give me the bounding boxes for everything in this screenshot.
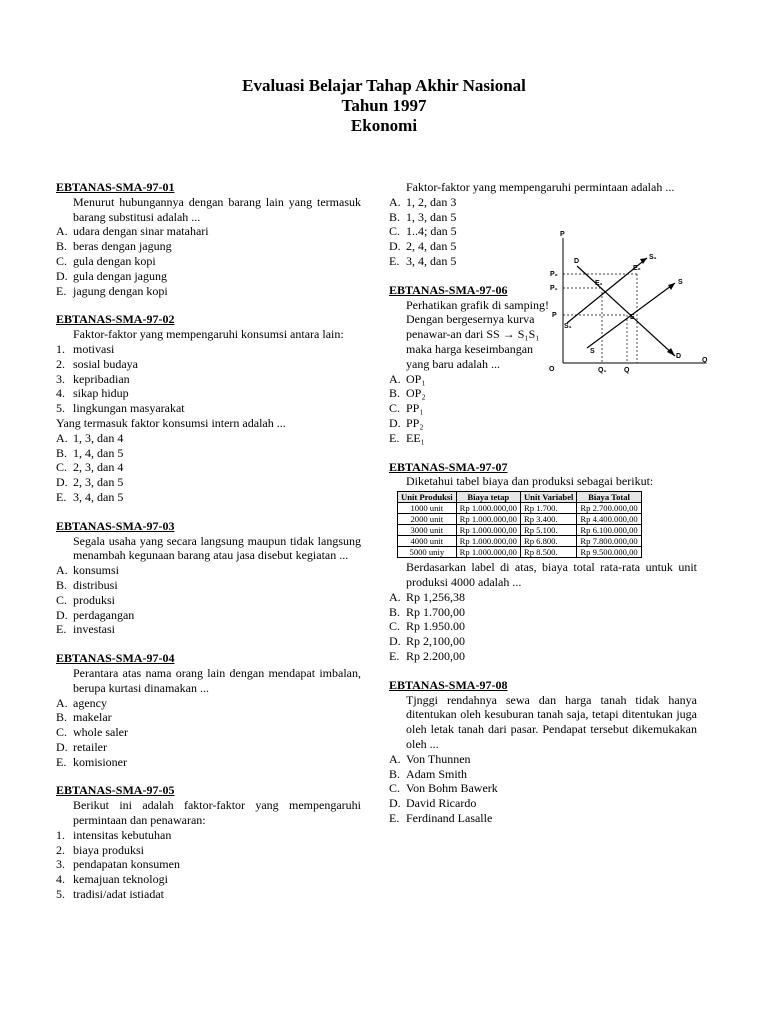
item-text: sosial budaya xyxy=(73,356,138,371)
label-origin: O xyxy=(549,365,555,373)
label-q: Q xyxy=(624,366,630,374)
answer-option xyxy=(56,224,361,239)
option-text: beras dengan jagung xyxy=(73,239,172,254)
question-prompt: Yang termasuk faktor konsumsi intern adalah ... xyxy=(56,415,286,430)
table-header-row xyxy=(398,492,642,503)
option-text: Rp 1,256,38 xyxy=(406,589,466,604)
item-number: 4. xyxy=(56,386,65,401)
option-letter: D. xyxy=(389,796,401,811)
option-letter: D. xyxy=(56,475,68,490)
table-cell: Rp 1.700. xyxy=(520,503,576,514)
option-letter: C. xyxy=(389,781,401,796)
option-letter: E. xyxy=(389,648,400,663)
option-text: perdagangan xyxy=(73,607,135,622)
table-cell: Rp 8.500. xyxy=(520,547,576,558)
left-column xyxy=(56,180,361,916)
question-07 xyxy=(389,460,697,664)
option-letter: D. xyxy=(389,239,401,254)
table-cell: Rp 6.100.000,00 xyxy=(577,525,641,536)
label-p1: P₁ xyxy=(550,284,558,292)
item-number: 5. xyxy=(56,401,65,416)
table-cell: Rp 7.800.000,00 xyxy=(577,536,641,547)
item-number: 3. xyxy=(56,857,65,872)
option-text: Von Thunnen xyxy=(406,751,471,766)
question-title: EBTANAS-SMA-97-05 xyxy=(56,783,175,798)
question-stem: Berikut ini adalah faktor-faktor yang mempengaruhi permintaan dan penawaran: xyxy=(73,798,361,828)
answer-option xyxy=(56,578,361,593)
option-letter: D. xyxy=(56,607,68,622)
option-letter: A. xyxy=(389,371,401,386)
table-cell: Rp 1.000.000,00 xyxy=(456,525,520,536)
title-line-1: Evaluasi Belajar Tahap Akhir Nasional xyxy=(242,76,526,95)
item-text: sikap hidup xyxy=(73,386,129,401)
table-cell: Rp 2.700.000,00 xyxy=(577,503,641,514)
label-q1: Q₁ xyxy=(598,366,607,374)
list-item xyxy=(56,372,361,387)
answer-option xyxy=(56,563,361,578)
option-text: jagung dengan kopi xyxy=(73,283,168,298)
answer-option xyxy=(56,269,361,284)
item-text: kemajuan teknologi xyxy=(73,872,168,887)
table-row xyxy=(398,525,642,536)
option-letter: E. xyxy=(389,810,400,825)
option-text: 1, 4, dan 5 xyxy=(73,445,124,460)
option-text: gula dengan jagung xyxy=(73,268,167,283)
option-text: 2, 3, dan 5 xyxy=(73,475,124,490)
answer-option xyxy=(56,608,361,623)
title-line-2: Tahun 1997 xyxy=(341,96,427,115)
label-s-top: S xyxy=(678,278,683,286)
table-cell: Rp 4.400.000,00 xyxy=(577,514,641,525)
question-title: EBTANAS-SMA-97-06 xyxy=(389,282,508,297)
option-text: 1, 2, dan 3 xyxy=(406,194,457,209)
item-text: motivasi xyxy=(73,341,115,356)
label-e2: E₂ xyxy=(633,264,641,272)
question-02 xyxy=(56,312,361,504)
option-letter: D. xyxy=(389,634,401,649)
item-number: 4. xyxy=(56,872,65,887)
option-letter: C. xyxy=(389,619,401,634)
answer-option xyxy=(56,254,361,269)
option-letter: D. xyxy=(56,739,68,754)
question-prompt: Faktor-faktor yang mempengaruhi permintaan adalah ... xyxy=(406,180,675,194)
option-letter: B. xyxy=(56,577,68,592)
question-03 xyxy=(56,519,361,637)
list-item xyxy=(56,887,361,902)
answer-option xyxy=(389,781,697,796)
table-cell: Rp 9.500.000,00 xyxy=(577,547,641,558)
list-item xyxy=(56,872,361,887)
answer-option xyxy=(389,210,697,225)
table-cell: Rp 1.000.000,00 xyxy=(456,547,520,558)
option-letter: C. xyxy=(389,401,401,416)
document-title xyxy=(0,76,768,136)
label-e: E xyxy=(630,313,635,321)
label-s-bottom: S xyxy=(590,347,595,355)
table-cell: 3000 unit xyxy=(398,525,457,536)
option-text: 1, 3, dan 5 xyxy=(406,209,457,224)
title-line-3: Ekonomi xyxy=(350,116,418,135)
option-letter: A. xyxy=(56,695,68,710)
option-text: OP₂ xyxy=(406,386,426,401)
option-text: OP₁ xyxy=(406,371,426,386)
option-letter: A. xyxy=(389,194,401,209)
table-cell: Rp 1.000.000,00 xyxy=(456,503,520,514)
table-cell: 4000 unit xyxy=(398,536,457,547)
answer-option xyxy=(56,475,361,490)
answer-option xyxy=(56,431,361,446)
option-text: 3, 4, dan 5 xyxy=(406,253,457,268)
option-text: Rp 1.950.00 xyxy=(406,619,466,634)
option-letter: B. xyxy=(56,239,68,254)
option-text: produksi xyxy=(73,592,115,607)
item-number: 1. xyxy=(56,827,65,842)
option-letter: A. xyxy=(56,563,68,578)
table-header: Biaya tetap xyxy=(456,492,520,503)
list-item xyxy=(56,828,361,843)
option-text: gula dengan kopi xyxy=(73,253,156,268)
question-title: EBTANAS-SMA-97-04 xyxy=(56,651,175,666)
item-text: biaya produksi xyxy=(73,842,144,857)
option-text: investasi xyxy=(73,622,115,637)
right-column xyxy=(389,180,708,840)
list-item xyxy=(56,843,361,858)
table-cell: Rp 1.000.000,00 xyxy=(456,514,520,525)
answer-option xyxy=(56,284,361,299)
label-d-bottom: D xyxy=(676,352,682,360)
question-stem: Perantara atas nama orang lain dengan mendapat imbalan, berupa kurtasi dinamakan ... xyxy=(73,665,361,695)
answer-option xyxy=(56,710,361,725)
table-row xyxy=(398,536,642,547)
question-stem xyxy=(389,298,556,372)
item-number: 3. xyxy=(56,371,65,386)
table-header: Biaya Total xyxy=(577,492,641,503)
option-letter: C. xyxy=(56,592,68,607)
question-stem: Diketahui tabel biaya dan produksi sebagai berikut: xyxy=(406,474,654,489)
label-s1-bottom: S₁ xyxy=(564,322,572,330)
option-text: makelar xyxy=(73,710,112,725)
answer-option xyxy=(389,752,697,767)
option-letter: E. xyxy=(56,754,67,769)
option-text: 2, 3, dan 4 xyxy=(73,460,124,475)
option-letter: A. xyxy=(389,589,401,604)
item-text: intensitas kebutuhan xyxy=(73,827,172,842)
option-text: 2, 4, dan 5 xyxy=(406,239,457,254)
stem-line: Dengan bergesernya kurva penawar-an dari SS → S₁S₁ maka harga keseimbangan yang baru adalah ... xyxy=(406,312,540,371)
table-header: Unit Produksi xyxy=(398,492,457,503)
list-item xyxy=(56,386,361,401)
option-text: komisioner xyxy=(73,754,127,769)
answer-option xyxy=(56,696,361,711)
option-text: 1, 3, dan 4 xyxy=(73,430,124,445)
table-header: Unit Variabel xyxy=(520,492,576,503)
option-letter: B. xyxy=(56,445,68,460)
question-05 xyxy=(56,783,361,901)
label-s1-top: S₁ xyxy=(649,253,657,261)
label-d-top: D xyxy=(574,257,580,265)
table-row xyxy=(398,547,642,558)
list-item xyxy=(56,401,361,416)
option-letter: C. xyxy=(389,224,401,239)
table-cell: Rp 5.100. xyxy=(520,525,576,536)
option-letter: B. xyxy=(389,766,401,781)
answer-option xyxy=(389,416,697,431)
option-letter: D. xyxy=(389,415,401,430)
option-text: Von Bohm Bawerk xyxy=(406,781,498,796)
option-text: Rp 2.200,00 xyxy=(406,648,466,663)
list-item xyxy=(56,357,361,372)
option-text: David Ricardo xyxy=(406,796,477,811)
question-title: EBTANAS-SMA-97-03 xyxy=(56,518,175,533)
item-number: 5. xyxy=(56,887,65,902)
answer-option xyxy=(389,590,697,605)
answer-option xyxy=(389,811,697,826)
question-stem: Tjnggi rendahnya sewa dan harga tanah tidak hanya ditentukan oleh kesuburan tanah saja, tetapi ditentukan juga oleh letak tanah dari pasar. Pendapat tersebut dikemukakan oleh ... xyxy=(406,692,697,751)
option-letter: E. xyxy=(389,253,400,268)
option-text: EE₁ xyxy=(406,430,425,445)
answer-option xyxy=(56,725,361,740)
option-text: PP₁ xyxy=(406,401,424,416)
option-text: Adam Smith xyxy=(406,766,468,781)
option-text: agency xyxy=(73,695,107,710)
answer-option xyxy=(389,401,697,416)
answer-option xyxy=(389,619,697,634)
label-q-axis: Q xyxy=(702,356,708,364)
option-letter: D. xyxy=(56,268,68,283)
option-letter: C. xyxy=(56,460,68,475)
option-letter: E. xyxy=(389,430,400,445)
answer-option xyxy=(389,431,697,446)
question-04 xyxy=(56,651,361,769)
question-title: EBTANAS-SMA-97-01 xyxy=(56,180,175,194)
table-cell: 1000 unit xyxy=(398,503,457,514)
supply-arrowhead xyxy=(668,283,675,290)
answer-option xyxy=(56,622,361,637)
option-letter: B. xyxy=(56,710,68,725)
option-letter: E. xyxy=(56,489,67,504)
option-text: retailer xyxy=(73,739,107,754)
answer-option xyxy=(389,634,697,649)
table-cell: 5000 uniy xyxy=(398,547,457,558)
option-text: Rp 1.700,00 xyxy=(406,604,466,619)
option-text: Rp 2,100,00 xyxy=(406,634,466,649)
label-p-axis: P xyxy=(560,230,565,238)
question-title: EBTANAS-SMA-97-07 xyxy=(389,459,508,474)
answer-option xyxy=(56,740,361,755)
option-letter: B. xyxy=(389,604,401,619)
option-letter: C. xyxy=(56,725,68,740)
list-item xyxy=(56,857,361,872)
answer-option xyxy=(56,239,361,254)
answer-option xyxy=(56,755,361,770)
table-row xyxy=(398,514,642,525)
question-stem: Segala usaha yang secara langsung maupun tidak langsung menambah kegunaan barang atau jasa disebut kegiatan ... xyxy=(73,533,361,563)
option-letter: A. xyxy=(56,224,68,239)
answer-option xyxy=(56,460,361,475)
list-item xyxy=(56,342,361,357)
question-stem: Menurut hubungannya dengan barang lain yang termasuk barang substitusi adalah ... xyxy=(73,194,361,224)
cost-table xyxy=(397,491,642,558)
option-letter: C. xyxy=(56,253,68,268)
question-title: EBTANAS-SMA-97-02 xyxy=(56,312,175,327)
answer-option xyxy=(389,605,697,620)
answer-option xyxy=(389,649,697,664)
option-text: 1..4; dan 5 xyxy=(406,224,457,239)
answer-option xyxy=(389,386,697,401)
label-p2: P₂ xyxy=(550,270,558,278)
table-cell: Rp 6.800. xyxy=(520,536,576,547)
table-cell: Rp 3.400. xyxy=(520,514,576,525)
question-prompt: Berdasarkan label di atas, biaya total rata-rata untuk unit produksi 4000 adalah ... xyxy=(406,560,697,589)
option-text: Ferdinand Lasalle xyxy=(406,810,493,825)
option-text: konsumsi xyxy=(73,563,120,578)
answer-option xyxy=(389,767,697,782)
option-letter: A. xyxy=(56,430,68,445)
table-row xyxy=(398,503,642,514)
label-e1: E₁ xyxy=(595,279,603,287)
item-text: kepribadian xyxy=(73,371,130,386)
option-letter: A. xyxy=(389,751,401,766)
option-text: udara dengan sinar matahari xyxy=(73,224,209,239)
option-letter: E. xyxy=(56,622,67,637)
item-text: pendapatan konsumen xyxy=(73,857,180,872)
question-01 xyxy=(56,180,361,298)
option-letter: B. xyxy=(389,386,401,401)
question-title: EBTANAS-SMA-97-08 xyxy=(389,677,508,692)
table-cell: Rp 1.000.000,00 xyxy=(456,536,520,547)
demand-curve xyxy=(577,266,675,356)
item-number: 2. xyxy=(56,356,65,371)
answer-option xyxy=(56,593,361,608)
table-cell: 2000 unit xyxy=(398,514,457,525)
stem-line: Perhatikan grafik di samping! xyxy=(406,297,549,312)
label-p: P xyxy=(552,311,557,319)
item-text: tradisi/adat istiadat xyxy=(73,887,164,902)
supply-demand-graph xyxy=(547,228,712,378)
option-letter: E. xyxy=(56,283,67,298)
answer-option xyxy=(389,195,697,210)
option-letter: B. xyxy=(389,209,401,224)
item-number: 1. xyxy=(56,341,65,356)
answer-option xyxy=(56,490,361,505)
answer-option xyxy=(389,796,697,811)
item-number: 2. xyxy=(56,842,65,857)
option-text: PP₂ xyxy=(406,415,424,430)
question-stem: Faktor-faktor yang mempengaruhi konsumsi antara lain: xyxy=(73,327,344,342)
option-text: 3, 4, dan 5 xyxy=(73,489,124,504)
answer-option xyxy=(56,446,361,461)
question-08 xyxy=(389,678,697,826)
option-text: distribusi xyxy=(73,577,118,592)
item-text: lingkungan masyarakat xyxy=(73,401,185,416)
option-text: whole saler xyxy=(73,725,128,740)
